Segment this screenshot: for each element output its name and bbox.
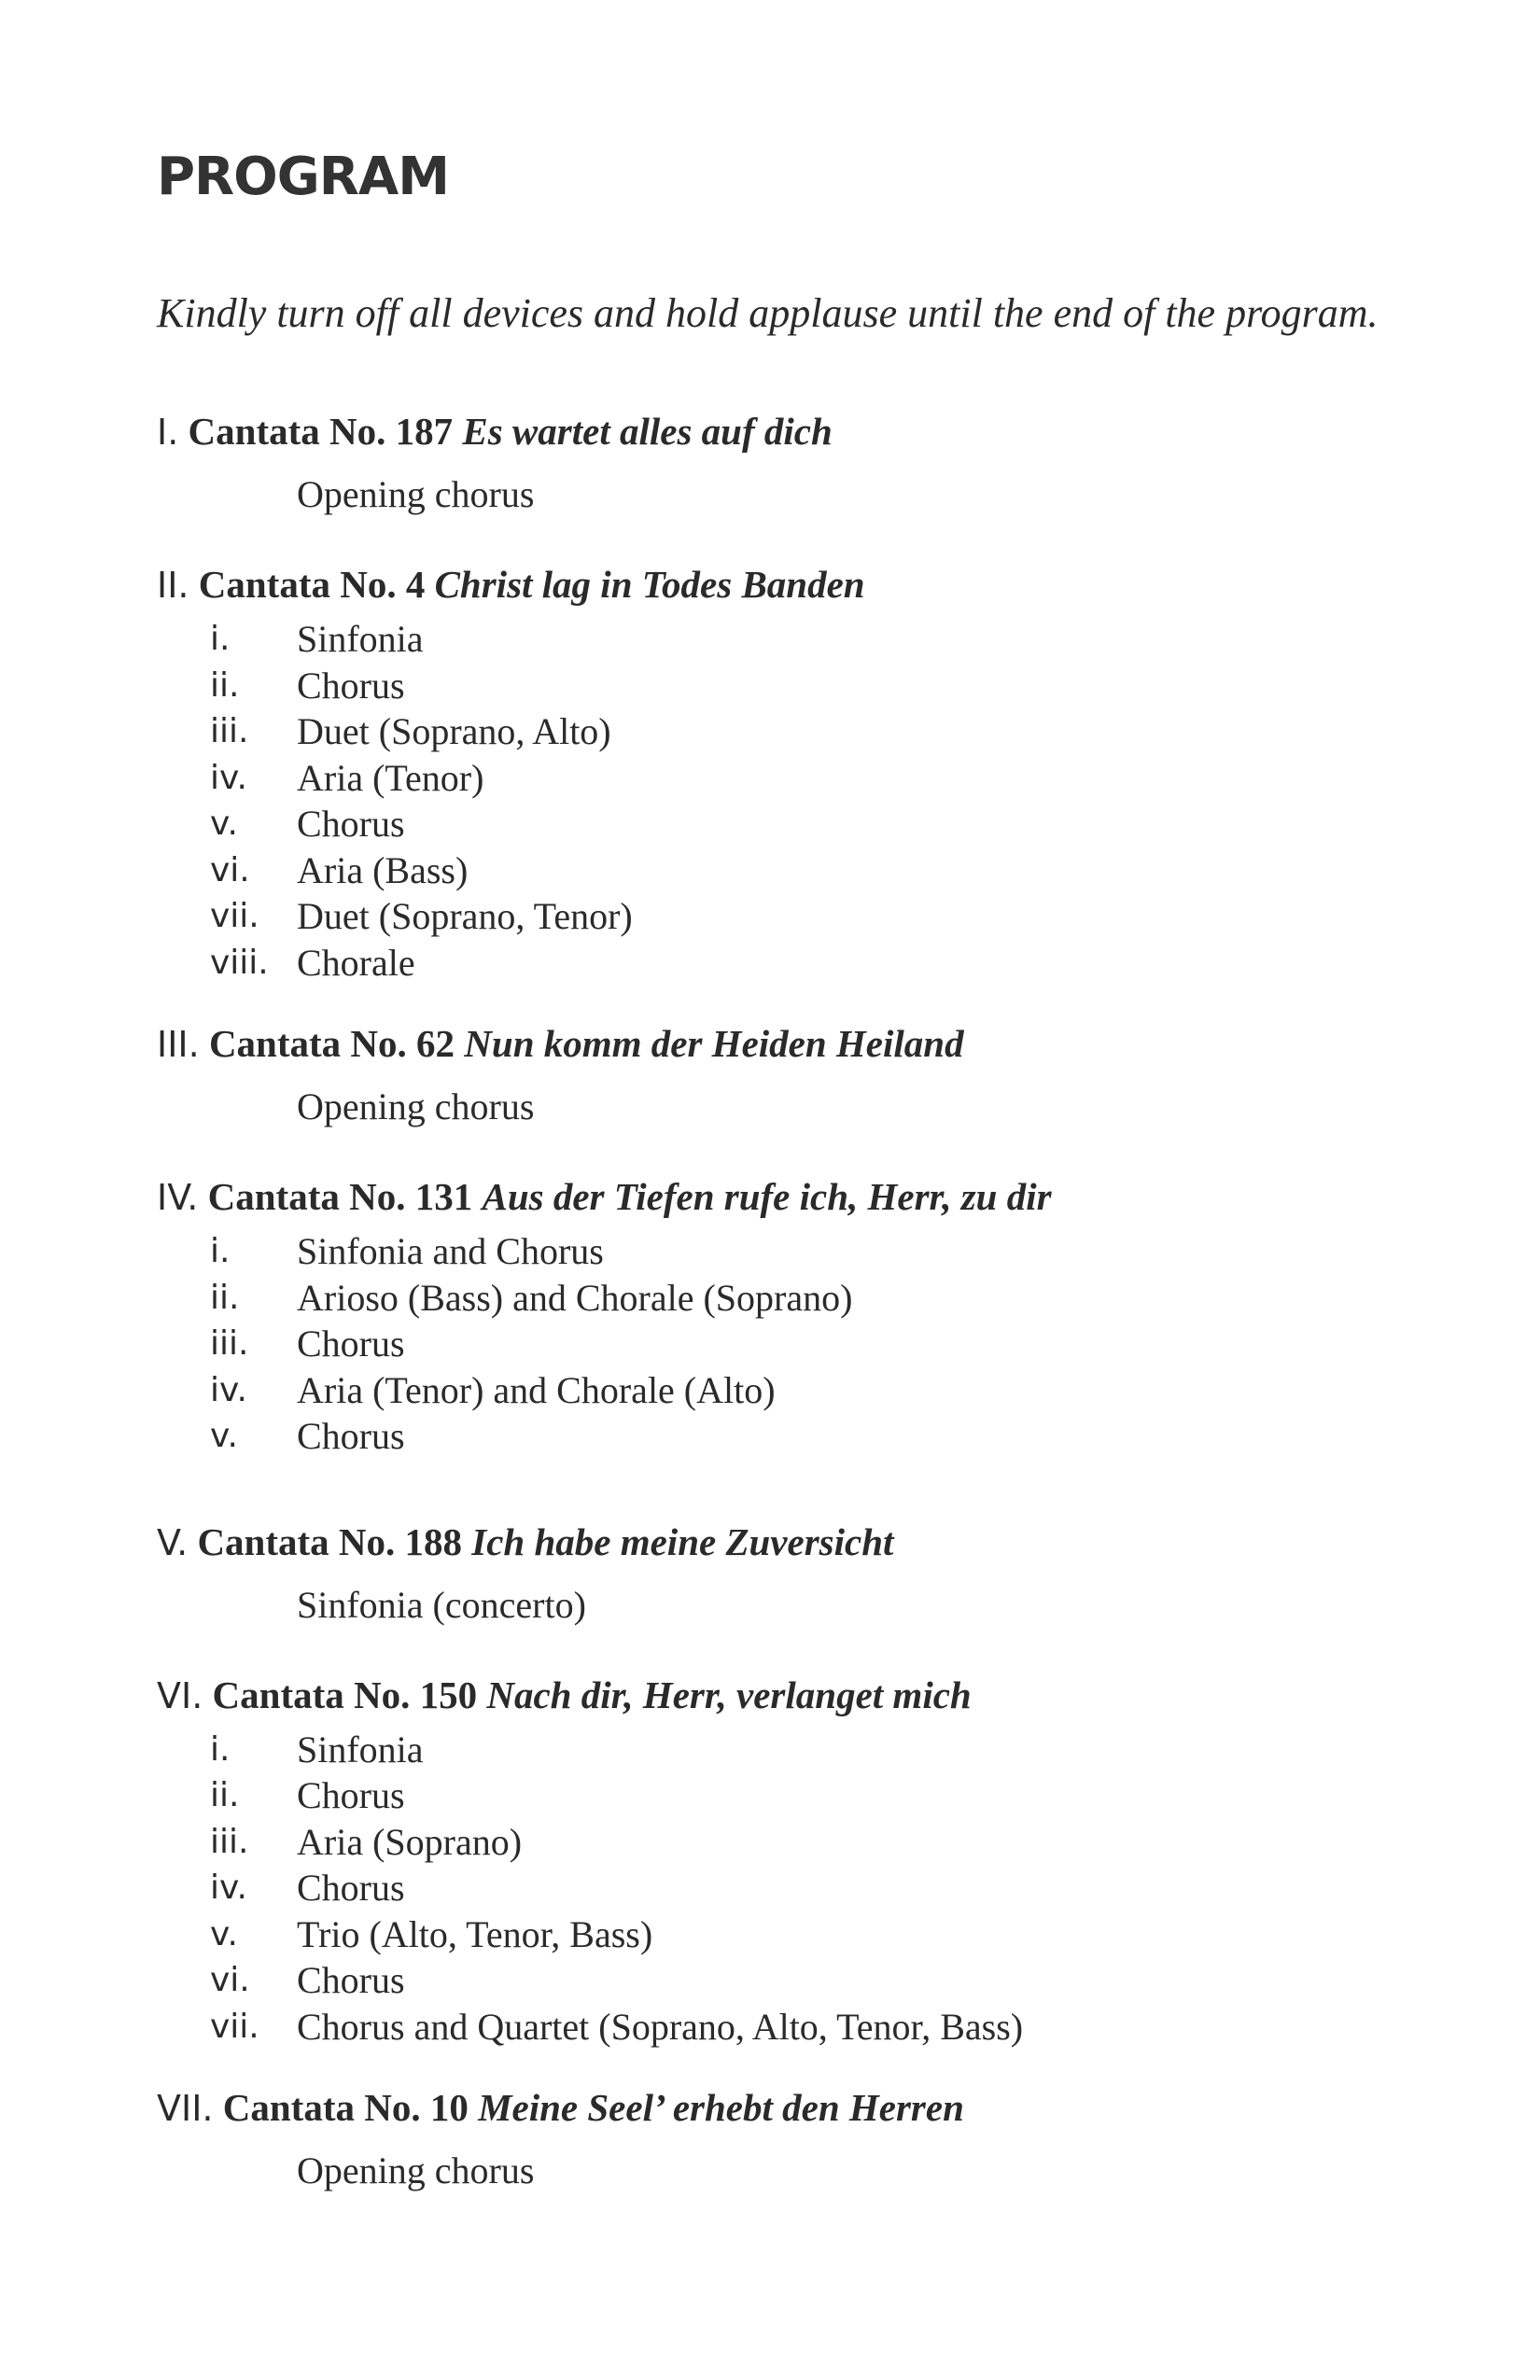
movement-item (157, 1772, 1407, 1819)
movement-numeral: i. (210, 1232, 231, 1270)
program-section-5 (157, 1510, 1407, 1637)
work-title: Aus der Tiefen rufe ich, Herr, zu dir (482, 1175, 1052, 1218)
movement-item (157, 1911, 1407, 1958)
movement-line: Opening chorus (297, 2149, 535, 2191)
movement-item (157, 1727, 1407, 1773)
movement-item (157, 1819, 1407, 1866)
movement-item (157, 1367, 1407, 1414)
section-heading (157, 1510, 1407, 1574)
movement-list (157, 616, 1407, 986)
movement-numeral: iv. (210, 1370, 247, 1409)
program-section-1 (157, 399, 1407, 526)
section-heading (157, 1012, 1407, 1075)
movement-title: Sinfonia (297, 618, 424, 660)
section-numeral: II. (157, 565, 189, 606)
section-heading (157, 1165, 1407, 1228)
cantata-number: Cantata No. 187 (188, 410, 454, 453)
movement-item (157, 1275, 1407, 1322)
movement-list (157, 1727, 1407, 2051)
program-section-6 (157, 1663, 1407, 2051)
section-numeral: VI. (157, 1674, 203, 1716)
movement-item (157, 801, 1407, 847)
movement-numeral: vii. (210, 897, 259, 935)
movement-item (157, 2004, 1407, 2051)
movement-line: Opening chorus (297, 473, 535, 515)
cantata-number: Cantata No. 10 (222, 2086, 469, 2129)
cantata-number: Cantata No. 62 (208, 1022, 455, 1065)
page-title: PROGRAM (157, 147, 449, 207)
movement-numeral: ii. (210, 665, 240, 705)
movement-numeral: iv. (210, 1869, 247, 1907)
section-numeral: III. (157, 1024, 200, 1065)
movement-item (157, 663, 1407, 709)
movement-item (157, 847, 1407, 894)
section-heading (157, 1663, 1407, 1727)
movement-title: Chorus (297, 803, 405, 845)
program-section-3 (157, 1012, 1407, 1139)
movement-title: Sinfonia (297, 1728, 424, 1771)
program-section-2 (157, 553, 1407, 986)
movement-title: Duet (Soprano, Alto) (297, 710, 611, 752)
section-heading (157, 399, 1407, 463)
work-title: Christ lag in Todes Banden (434, 563, 865, 606)
movement-item (157, 1413, 1407, 1460)
movement-item (157, 1957, 1407, 2004)
movement-item (157, 616, 1407, 663)
movement-numeral: iii. (210, 1324, 249, 1363)
movement-numeral: i. (210, 620, 231, 658)
movement-numeral: vi. (210, 1961, 250, 1999)
work-title: Nun komm der Heiden Heiland (464, 1022, 964, 1065)
movement-title: Aria (Tenor) and Chorale (Alto) (297, 1368, 776, 1411)
movement-numeral: v. (210, 1914, 238, 1953)
cantata-number: Cantata No. 131 (207, 1175, 473, 1218)
movement-item (157, 940, 1407, 987)
section-heading (157, 553, 1407, 616)
movement-item (157, 755, 1407, 802)
movement-numeral: viii. (210, 943, 269, 982)
program-page (157, 140, 1407, 2191)
work-title: Es wartet alles auf dich (462, 410, 833, 453)
movement-title: Chorus (297, 1774, 405, 1816)
audience-note: Kindly turn off all devices and hold applause until the end of the program. (157, 290, 1379, 336)
movement-title: Trio (Alto, Tenor, Bass) (297, 1912, 653, 1955)
movement-numeral: iii. (210, 712, 249, 750)
movement-line: Opening chorus (297, 1085, 535, 1127)
movement-item (157, 1321, 1407, 1367)
movement-numeral: iii. (210, 1822, 249, 1861)
section-numeral: V. (157, 1521, 189, 1563)
movement-title: Chorale (297, 941, 415, 984)
movement-item (157, 893, 1407, 940)
movement-numeral: i. (210, 1729, 231, 1769)
movement-title: Chorus (297, 664, 405, 707)
movement-title: Aria (Tenor) (297, 756, 484, 799)
movement-item (157, 1865, 1407, 1911)
movement-title: Aria (Soprano) (297, 1820, 523, 1863)
movement-numeral: vii. (210, 2007, 259, 2046)
section-numeral: VII. (157, 2088, 214, 2129)
work-title: Nach dir, Herr, verlanget mich (486, 1673, 972, 1716)
section-heading (157, 2076, 1407, 2139)
cantata-number: Cantata No. 4 (198, 563, 426, 606)
movement-list (157, 1228, 1407, 1460)
program-section-7 (157, 2076, 1407, 2203)
section-numeral: I. (157, 412, 179, 453)
movement-numeral: vi. (210, 850, 250, 889)
movement-title: Duet (Soprano, Tenor) (297, 895, 633, 937)
section-numeral: IV. (157, 1177, 199, 1218)
movement-title: Aria (Bass) (297, 848, 469, 891)
movement-title: Arioso (Bass) and Chorale (Soprano) (297, 1276, 853, 1319)
movement-title: Chorus (297, 1415, 405, 1457)
cantata-number: Cantata No. 188 (197, 1519, 463, 1563)
movement-numeral: v. (210, 1417, 238, 1455)
movement-numeral: ii. (210, 1278, 240, 1317)
movement-item (157, 708, 1407, 755)
movement-numeral: v. (210, 805, 238, 843)
movement-title: Chorus (297, 1867, 405, 1909)
movement-title: Chorus and Quartet (Soprano, Alto, Tenor, Bass) (297, 2005, 1024, 2048)
program-sections (157, 399, 1407, 2229)
cantata-number: Cantata No. 150 (212, 1673, 478, 1716)
movement-numeral: ii. (210, 1776, 240, 1814)
movement-line: Sinfonia (concerto) (297, 1583, 586, 1626)
work-title: Meine Seel’ erhebt den Herren (478, 2086, 964, 2129)
work-title: Ich habe meine Zuversicht (471, 1519, 894, 1563)
movement-title: Sinfonia and Chorus (297, 1230, 604, 1272)
movement-title: Chorus (297, 1323, 405, 1365)
movement-title: Chorus (297, 1959, 405, 2001)
movement-item (157, 1228, 1407, 1275)
program-section-4 (157, 1165, 1407, 1460)
movement-numeral: iv. (210, 758, 247, 797)
